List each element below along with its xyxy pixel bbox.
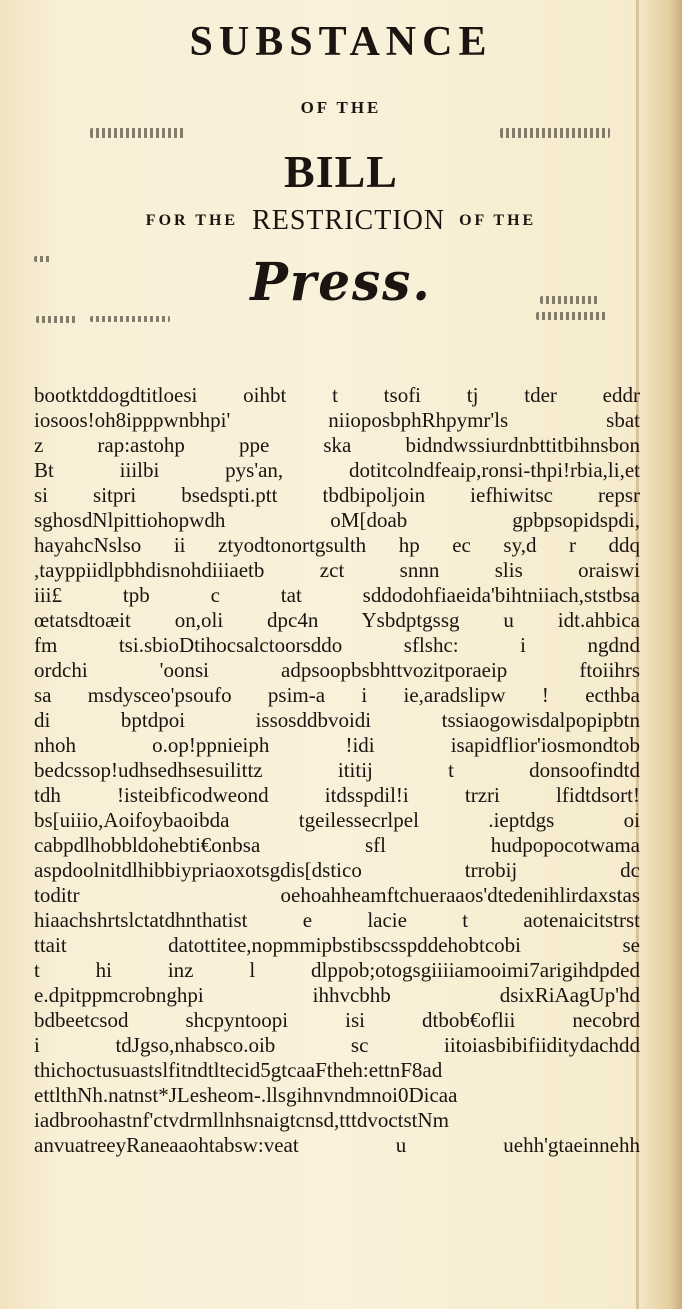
- text-line: iosoos!oh8ipppwnbhpi' niioposbphRhpymr'ls sbat: [34, 408, 640, 432]
- ink-smudge: [36, 316, 76, 323]
- text-line: i tdJgso,nhabsco.oib sc iitoiasbibifiiditydachdd: [34, 1033, 640, 1057]
- ink-smudge: [536, 312, 606, 320]
- text-line: tdh !isteibficodweond itdsspdil!i trzri lfidtdsort!: [34, 783, 640, 807]
- text-line: hayahcNslso ii ztyodtonortgsulth hp ec sy,d r ddq: [34, 533, 640, 557]
- text-line: bootktddogdtitloesi oihbt t tsofi tj tder eddr: [34, 383, 640, 407]
- ink-smudge: [500, 128, 610, 138]
- text-line: sa msdysceo'psoufo psim-a i ie,aradslipw ! ecthba: [34, 683, 640, 707]
- text-line: œtatsdtoæit on,oli dpc4n Ysbdptgssg u idt.ahbica: [34, 608, 640, 632]
- text-line: t hi inz l dlppob;otogsgiiiiamooimi7arigihdpded: [34, 958, 640, 982]
- text-line: thichoctusuastslfitndtltecid5gtcaaFtheh:ettnF8ad: [34, 1058, 443, 1082]
- text-line: nhoh o.op!ppnieiph !idi isapidflior'iosmondtob: [34, 733, 640, 757]
- text-line: cabpdlhobbldohebti€onbsa sfl hudpopocotwama: [34, 833, 640, 857]
- body-text: [34, 383, 640, 1158]
- text-line: bdbeetcsod shcpyntoopi isi dtbob€oflii necobrd: [34, 1008, 640, 1032]
- page-title: SUBSTANCE: [189, 19, 493, 65]
- text-line: Bt iiilbi pys'an, dotitcolndfeaip,ronsi-thpi!rbia,li,et: [34, 458, 640, 482]
- text-line: bs[uiiio,Aoifoybaoibda tgeilessecrlpel .ieptdgs oi: [34, 808, 640, 832]
- of-the-line: OF THE: [300, 98, 382, 117]
- text-line: ttait datottitee,nopmmipbstibscsspddehobtcobi se: [34, 933, 640, 957]
- restriction-label: RESTRICTION: [252, 205, 446, 236]
- text-line: si sitpri bsedspti.ptt tbdbipoljoin iefhiwitsc repsr: [34, 483, 640, 507]
- text-line: iii£ tpb c tat sddodohfiaeida'bihtniiach,ststbsa: [34, 583, 640, 607]
- text-line: iadbroohastnf'ctvdrmllnhsnaigtcnsd,tttdvoctstNm: [34, 1108, 449, 1132]
- text-line: aspdoolnitdlhibbiypriaoxotsgdis[dstico trrobij dc: [34, 858, 640, 882]
- bill-heading: BILL: [284, 146, 398, 197]
- for-the-label: FOR THE: [145, 212, 239, 229]
- text-line: sghosdNlpittiohopwdh oM[doab gpbpsopidspdi,: [34, 508, 640, 532]
- restriction-line: [0, 205, 682, 237]
- text-line: hiaachshrtslctatdhnthatist e lacie t aotenaicitstrst: [34, 908, 640, 932]
- text-line: bedcssop!udhsedhsesuilittz ititij t donsoofindtd: [34, 758, 640, 782]
- of-the-label: OF THE: [459, 212, 537, 229]
- text-line: ettlthNh.natnst*JLesheom-.llsgihnvndmnoi0Dicaa: [34, 1083, 458, 1107]
- text-line: di bptdpoi issosddbvoidi tssiaogowisdalpopipbtn: [34, 708, 640, 732]
- text-line: toditr oehoahheamftchueraaos'dtedenihlirdaxstas: [34, 883, 640, 907]
- text-line: z rap:astohp ppe ska bidndwssiurdnbttitbihnsbon: [34, 433, 640, 457]
- ink-smudge: [90, 316, 170, 322]
- ink-smudge: [90, 128, 185, 138]
- text-line: fm tsi.sbioDtihocsalctoorsddo sflshc: i ngdnd: [34, 633, 640, 657]
- text-line: e.dpitppmcrobnghpi ihhvcbhb dsixRiAagUp'hd: [34, 983, 640, 1007]
- text-line: ordchi 'oonsi adpsoopbsbhttvozitporaeip ftoiihrs: [34, 658, 640, 682]
- text-line: ,tayppiidlpbhdisnohdiiiaetb zct snnn slis oraiswi: [34, 558, 640, 582]
- text-line: anvuatreeyRaneaaohtabsw:veat u uehh'gtaeinnehh: [34, 1133, 640, 1157]
- press-heading: Press.: [250, 250, 432, 313]
